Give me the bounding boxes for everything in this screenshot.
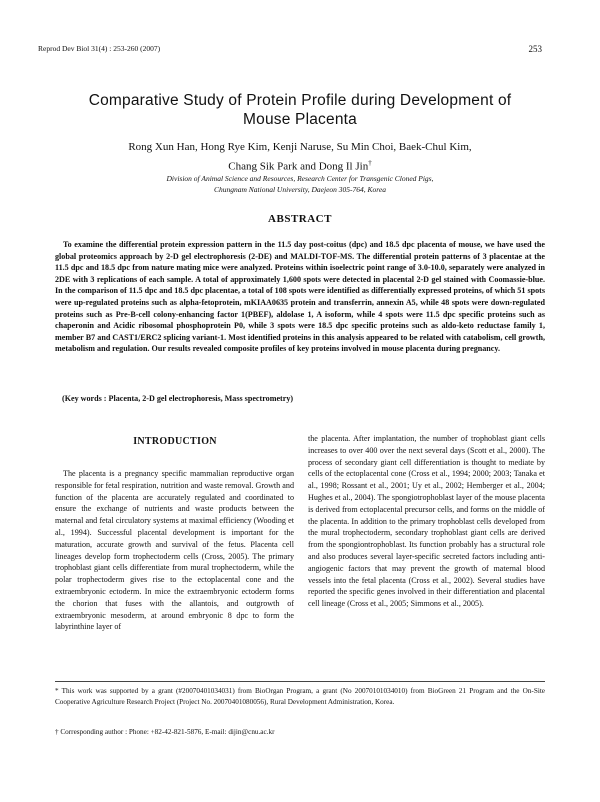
title-line-2: Mouse Placenta [243, 111, 357, 128]
affiliation-line-2: Chungnam National University, Daejeon 305-764, Korea [213, 185, 386, 194]
authors-line-1: Rong Xun Han, Hong Rye Kim, Kenji Naruse, Su Min Choi, Baek-Chul Kim, [128, 141, 472, 153]
keywords: (Key words : Placenta, 2-D gel electrophoresis, Mass spectrometry) [62, 394, 294, 403]
authors-line-2 [60, 155, 540, 175]
running-head: Reprod Dev Biol 31(4) : 253-260 (2007) [38, 44, 161, 53]
affiliation-line-1: Division of Animal Science and Resources, Research Center for Transgenic Cloned Pigs, [166, 174, 434, 183]
abstract-text: To examine the differential protein expression pattern in the 11.5 day post-coitus (dpc) and 18.5 dpc placenta of mouse, we have used the global proteomics approach by 2-D gel electrophoresis (2-DE) and MALDI-TOF-MS. The differential protein patterns of 3 placentae at the 11.5 dpc and 18.5 dpc from nature mating mice were analyzed. Proteins within isoelectric point range of 3.0-10.0, separately were analyzed in 2DE with 3 replications of each sample. A total of approximately 1,600 spots were detected in placental 2-D gel stained with Coomassie-blue. In the comparison of 11.5 dpc and 18.5 dpc placentae, a total of 108 spots were identified as differentially expressed proteins, of which 51 spots were up-regulated proteins such as alpha-fetoprotein, mKIAA0635 protein and transferrin, annexin A5, while 48 spots were down-regulated proteins such as Pre-B-cell colony-enhancing factor 1(PBEF), aldolase 1, A isoform, while 4 spots were 11.5 dpc specific proteins such as chaperonin and Acidic ribosomal phosphoprotein P0, while 3 spots were 18.5 dpc specific proteins such as aldo-keto reductase family 1, member B7 and CAST1/ERC2 splicing variant-1. Most identified proteins in this analysis appeared to be related with catabolism, cell growth, metabolism and regulation. Our results revealed composite profiles of key proteins involved in mouse placenta during pregnancy. [55, 240, 545, 354]
title-line-1: Comparative Study of Protein Profile during Development of [88, 92, 512, 109]
paper-title [40, 91, 560, 129]
abstract-heading: ABSTRACT [268, 213, 332, 225]
introduction-left-column: The placenta is a pregnancy specific mammalian reproductive organ responsible for fetal respiration, nutrition and waste removal. Growth and function of the placenta are accurately regulated and coordinated to ensure the exchange of nutrients and waste products between the maternal and fetal circulatory systems at maximal efficiency (Wooding et al., 1994). Successful placental development is important for the maturation, accurate growth and survival of the fetus. Placenta cell lineages develop form trophectoderm cells (Cross, 2005). The primary trophoblast giant cells differentiate from mural trophectoderm, while the polar trophectoderm gives rise to the ectoplacental cone and the extraembryonic ectoderm. In mice the extraembryonic ectoderm forms the chorion that fuses with the allantois, and outgrowth of extraembryonic mesoderm, at around embryonic 8 dpc to form the labyrinthine layer of [55, 469, 294, 632]
corresponding-marker: † [368, 159, 372, 167]
corresponding-footnote: † Corresponding author : Phone: +82-42-821-5876, E-mail: dijin@cnu.ac.kr [55, 728, 275, 736]
affiliation [60, 173, 540, 195]
introduction-right-column: the placenta. After implantation, the number of trophoblast giant cells increases to over 400 over the next several days (Scott et al., 2000). The process of secondary giant cell differentiation is thought to mediate by cells of the ectoplacental cone (Cross et al., 1994; 2000; 2003; Tanaka et al., 1998; Rossant et al., 2001; Uy et al., 2002; Hemberger et al., 2004; Hughes et al., 2004). The spongiotrophoblast layer of the mouse placenta is derived from ectoplacental precursor cells, and forms on the middle of the placenta. In addition to the primary trophoblast cells developed from the mural trophectoderm, secondary trophoblast giant cells are derived from the spongiontrophoblast. Its function probably has a structural role and also produces several layer-specific secreted factors including anti-angiogenic factors that may prevent the growth of maternal blood vessels into the fetal placenta (Cross et al., 2002). Several studies have reported the specific genes involved in their differentiation and placental cell lineage (Cross et al., 2005; Simmons et al., 2005). [308, 434, 545, 609]
page-number: 253 [528, 44, 542, 54]
authors-line-2-text: Chang Sik Park and Dong Il Jin [228, 160, 369, 173]
introduction-heading: INTRODUCTION [133, 436, 217, 447]
footnote-rule [55, 681, 545, 682]
funding-footnote: * This work was supported by a grant (#20070401034031) from BioOrgan Program, a grant (No 20070101034010) from BioGreen 21 Program and the On-Site Cooperative Agriculture Research Project (Project No. 20070401080056), Rural Development Administration, Korea. [55, 687, 545, 706]
author-list [60, 139, 540, 175]
